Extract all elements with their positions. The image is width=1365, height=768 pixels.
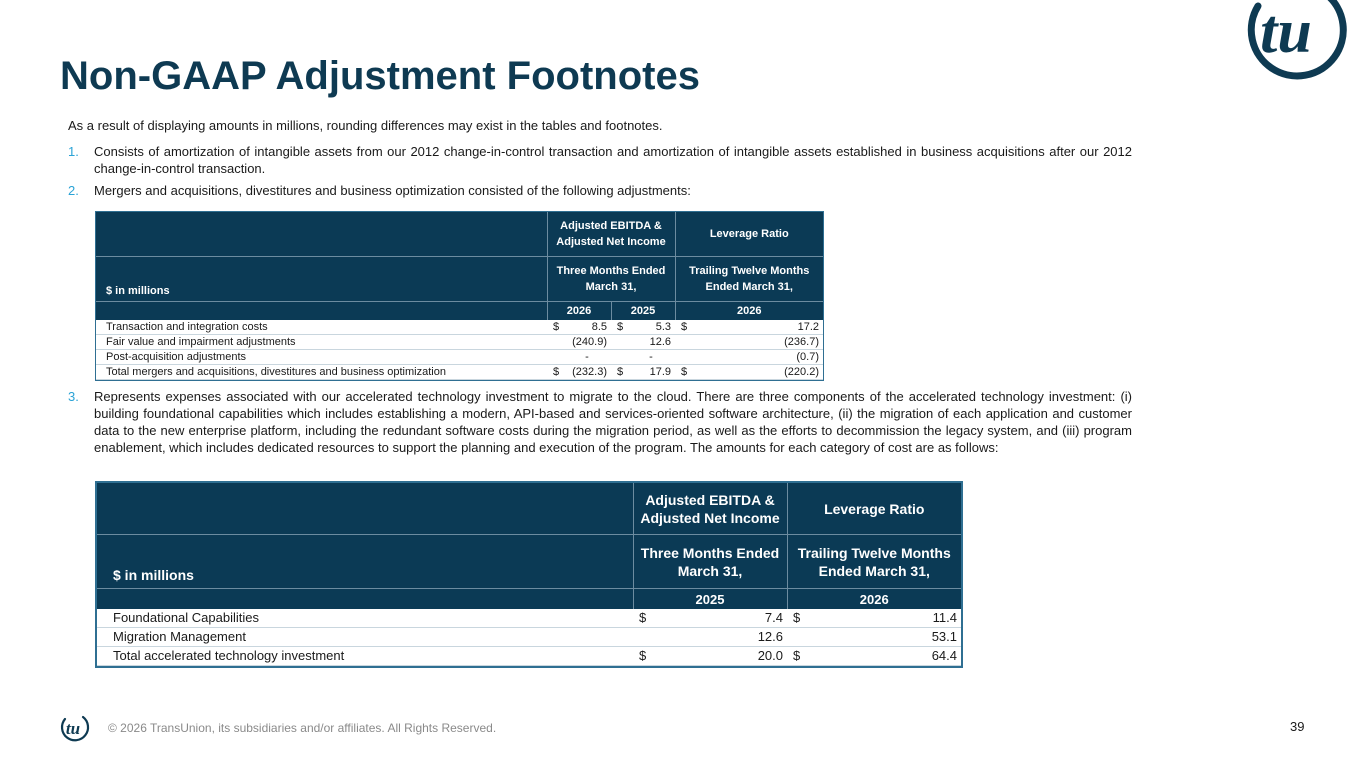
footnote-1 [68,143,1132,177]
currency-sign: $ [787,609,805,628]
footnote-number: 2. [68,183,79,198]
currency-sign: $ [633,647,651,666]
value-cell: (240.9) [563,335,611,350]
header-leverage-ratio: Leverage Ratio [709,228,789,240]
row-label: Transaction and integration costs [96,320,547,335]
table-row [96,335,823,350]
header-blank [97,483,633,535]
page-number: 39 [1290,719,1305,734]
footnote-2 [68,182,1132,199]
value-cell: 8.5 [563,320,611,335]
header-period-three-months: Three Months Ended March 31, [633,535,787,589]
svg-text:tu: tu [1260,0,1312,66]
footer-transunion-logo [58,713,90,745]
currency-sign [547,350,563,365]
accelerated-technology-table [97,483,961,666]
page-title: Non-GAAP Adjustment Footnotes [60,54,700,98]
row-label: Migration Management [97,628,633,647]
year-header: 2025 [611,302,675,321]
currency-sign: $ [675,365,691,380]
value-cell: (220.2) [691,365,823,380]
table-row [96,320,823,335]
mergers-adjustments-table [96,212,823,380]
row-label: Fair value and impairment adjustments [96,335,547,350]
currency-sign [611,350,627,365]
footnote-text: Consists of amortization of intangible assets from our 2012 change-in-control transaction and amortization of intangible assets established in business acquisitions after our 2012 change-in-control transaction. [94,144,1132,176]
unit-label: $ in millions [97,535,633,589]
footnote-3 [68,388,1132,456]
footnote-text: Mergers and acquisitions, divestitures and business optimization consisted of the following adjustments: [94,183,691,198]
footnote-number: 3. [68,389,79,404]
currency-sign: $ [633,609,651,628]
row-label: Total mergers and acquisitions, divestitures and business optimization [96,365,547,380]
value-cell: 53.1 [805,628,961,647]
header-period-three-months: Three Months Ended March 31, [547,257,675,302]
table-total-row [96,365,823,380]
currency-sign [547,335,563,350]
transunion-logo [1238,0,1350,80]
value-cell: 7.4 [651,609,787,628]
currency-sign: $ [611,365,627,380]
unit-label: $ in millions [96,257,547,302]
header-blank [97,589,633,610]
header-adjusted-ebitda: Adjusted EBITDA & Adjusted Net Income [633,483,787,535]
value-cell: 11.4 [805,609,961,628]
table-row [97,609,961,628]
header-leverage-ratio: Leverage Ratio [824,500,925,517]
header-blank [96,302,547,321]
year-header: 2026 [675,302,823,321]
currency-sign: $ [611,320,627,335]
currency-sign [787,628,805,647]
value-cell: 17.9 [627,365,675,380]
value-cell: (236.7) [691,335,823,350]
value-cell: 12.6 [651,628,787,647]
row-label: Foundational Capabilities [97,609,633,628]
value-cell: 64.4 [805,647,961,666]
header-period-trailing: Trailing Twelve Months Ended March 31, [675,257,823,302]
year-header: 2025 [633,589,787,610]
table-total-row [97,647,961,666]
table-row [96,350,823,365]
currency-sign: $ [547,320,563,335]
header-adjusted-ebitda: Adjusted EBITDA & Adjusted Net Income [547,212,675,257]
footnote-text: Represents expenses associated with our accelerated technology investment to migrate to the cloud. There are three components of the accelerated technology investment: (i) building foundational capabilities which includes establishing a modern, API-based and services-oriented software architecture, (ii) the migration of each application and customer data to the new enterprise platform, including the redundant software costs during the migration period, as well as the efforts to decommission the legacy system, and (iii) program enablement, which includes dedicated resources to support the planning and execution of the program. The amounts for each category of cost are as follows: [94,389,1132,455]
year-header: 2026 [787,589,961,610]
value-cell: - [627,350,675,365]
intro-note: As a result of displaying amounts in millions, rounding differences may exist in the tables and footnotes. [68,118,663,133]
currency-sign [633,628,651,647]
row-label: Post-acquisition adjustments [96,350,547,365]
currency-sign [675,350,691,365]
header-period-trailing: Trailing Twelve Months Ended March 31, [787,535,961,589]
copyright-notice: © 2026 TransUnion, its subsidiaries and/or affiliates. All Rights Reserved. [108,721,497,735]
value-cell: (0.7) [691,350,823,365]
currency-sign [611,335,627,350]
footnote-number: 1. [68,144,79,159]
currency-sign: $ [787,647,805,666]
svg-text:tu: tu [65,719,81,738]
year-header: 2026 [547,302,611,321]
header-blank [96,212,547,257]
currency-sign: $ [547,365,563,380]
value-cell: 5.3 [627,320,675,335]
value-cell: - [563,350,611,365]
value-cell: 20.0 [651,647,787,666]
value-cell: 12.6 [627,335,675,350]
table-row [97,628,961,647]
currency-sign: $ [675,320,691,335]
value-cell: 17.2 [691,320,823,335]
value-cell: (232.3) [563,365,611,380]
currency-sign [675,335,691,350]
row-label: Total accelerated technology investment [97,647,633,666]
